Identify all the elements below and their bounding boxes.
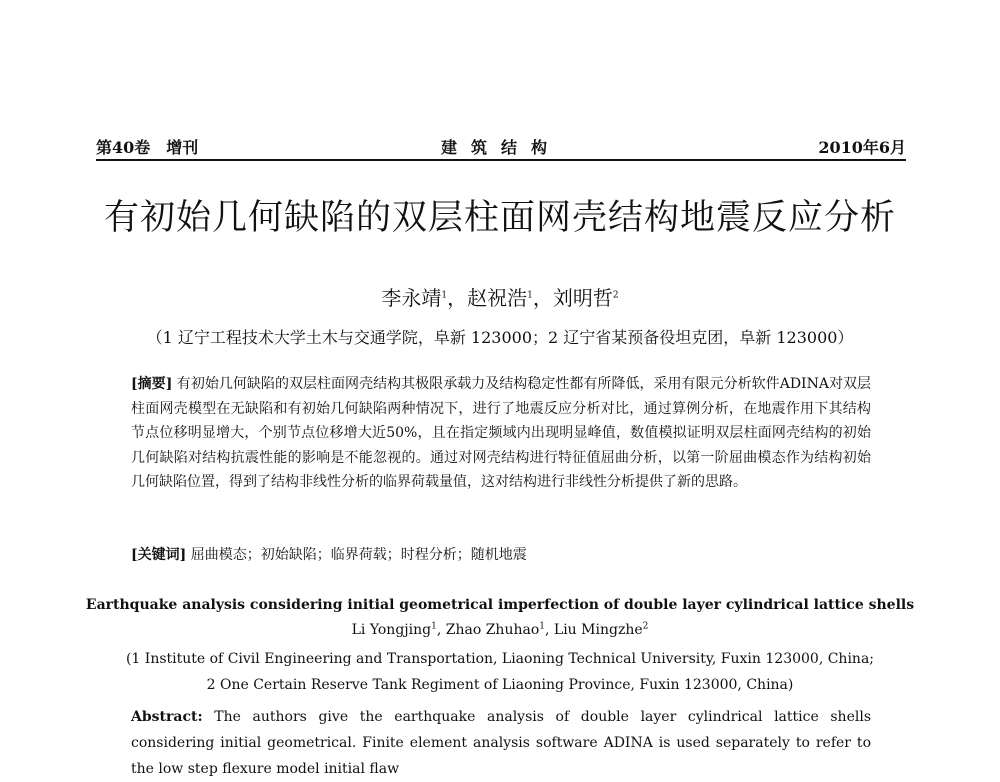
paper-title-english: Earthquake analysis considering initial geometrical imperfection of double layer cylindrical lattice shells bbox=[85, 597, 915, 613]
abstract-english bbox=[131, 704, 871, 782]
running-header bbox=[96, 133, 906, 161]
author-separator: , bbox=[545, 622, 554, 638]
affiliation-mark: 1 bbox=[441, 290, 448, 301]
publication-date: 2010年6月 bbox=[818, 138, 906, 157]
affiliation-chinese: （1 辽宁工程技术大学土木与交通学院，阜新 123000；2 辽宁省某预备役坦克团，阜新 123000） bbox=[146, 328, 854, 347]
affiliation-mark: 1 bbox=[539, 621, 545, 632]
author-name: 李永靖 bbox=[381, 286, 442, 310]
affiliation-mark: 1 bbox=[527, 290, 533, 301]
author-name: 赵祝浩 bbox=[467, 286, 528, 310]
keywords-text: 屈曲模态；初始缺陷；临界荷载；时程分析；随机地震 bbox=[190, 547, 527, 563]
keywords-label: [关键词] bbox=[131, 547, 187, 563]
author-separator: , bbox=[436, 622, 446, 638]
abstract-label: Abstract: bbox=[131, 709, 203, 725]
journal-name: 建筑结构 bbox=[440, 138, 561, 157]
author-name: 刘明哲 bbox=[552, 286, 613, 310]
paper-title: 有初始几何缺陷的双层柱面网壳结构地震反应分析 bbox=[103, 198, 896, 238]
abstract-text: The authors give the earthquake analysis of double layer cylindrical lattice shells considering initial geometrical. Finite element analysis software ADINA is used separately to refer to the low step flexure model initial flaw bbox=[131, 709, 872, 777]
author-separator: ， bbox=[447, 286, 468, 310]
affiliation-mark: 2 bbox=[642, 621, 649, 632]
affiliation-english-line-1: (1 Institute of Civil Engineering and Transportation, Liaoning Technical University, Fuxin 123000, China; bbox=[125, 651, 875, 667]
abstract-label: [摘要] bbox=[131, 376, 173, 392]
authors-english bbox=[0, 622, 1000, 638]
keywords-chinese bbox=[131, 543, 871, 567]
author-separator: ， bbox=[532, 286, 553, 310]
authors-chinese bbox=[0, 282, 1000, 311]
abstract-text: 有初始几何缺陷的双层柱面网壳结构其极限承载力及结构稳定性都有所降低，采用有限元分析软件ADINA对双层柱面网壳模型在无缺陷和有初始几何缺陷两种情况下，进行了地震反应分析对比，通过算例分析，在地震作用下其结构节点位移明显增大，个别节点位移增大近50%，且在指定频域内出现明显峰值，数值模拟证明双层柱面网壳结构的初始几何缺陷对结构抗震性能的影响是不能忽视的。通过对网壳结构进行特征值屈曲分析，以第一阶屈曲模态作为结构初始几何缺陷位置，得到了结构非线性分析的临界荷载量值，这对结构进行非线性分析提供了新的思路。 bbox=[131, 376, 871, 490]
author-name: Liu Mingzhe bbox=[553, 622, 643, 638]
affiliation-english-line-2: 2 One Certain Reserve Tank Regiment of Liaoning Province, Fuxin 123000, China) bbox=[206, 677, 794, 693]
author-name: Li Yongjing bbox=[351, 622, 432, 638]
affiliation-mark: 1 bbox=[431, 621, 437, 632]
abstract-chinese bbox=[131, 372, 871, 495]
author-name: Zhao Zhuhao bbox=[445, 622, 540, 638]
volume-issue: 第40卷 增刊 bbox=[96, 138, 199, 157]
affiliation-mark: 2 bbox=[612, 290, 619, 301]
